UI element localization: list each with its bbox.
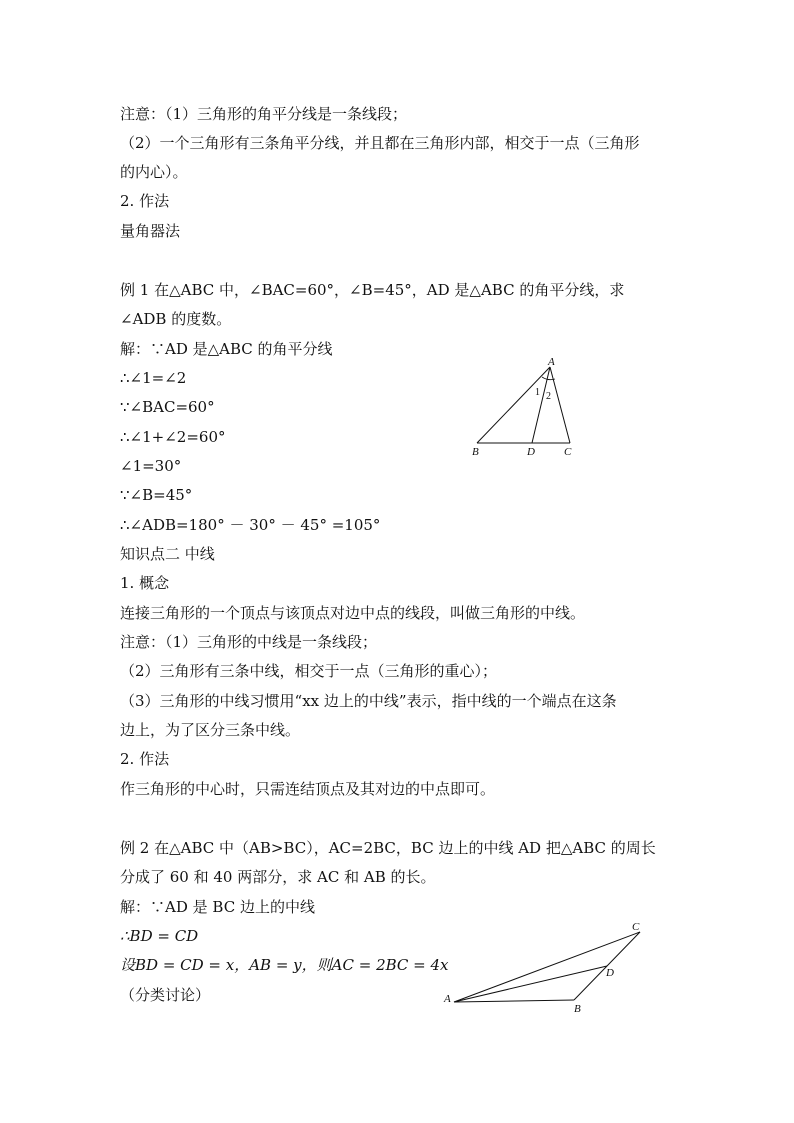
note-bisector-1: 注意：（1）三角形的角平分线是一条线段； bbox=[120, 105, 408, 123]
label-a: A bbox=[444, 993, 451, 1005]
example1-step-6: ∵∠B=45° bbox=[120, 486, 193, 504]
median-ad bbox=[454, 966, 607, 1002]
side-ab bbox=[477, 367, 550, 443]
example2-solution-line2: ∴BD = CD bbox=[120, 927, 199, 945]
example1-step-4: ∴∠1+∠2=60° bbox=[120, 428, 226, 446]
note-bisector-2: （2）一个三角形有三条角平分线，并且都在三角形内部，相交于一点（三角形 bbox=[120, 134, 640, 152]
example2-problem-line1: 例 2 在△ABC 中（AB>BC），AC=2BC，BC 边上的中线 AD 把△ABC 的周长 bbox=[120, 839, 656, 857]
example2-triangle-figure bbox=[440, 918, 650, 1014]
example1-step-7: ∴∠ADB=180° － 30° － 45° =105° bbox=[120, 516, 381, 534]
side-ab bbox=[454, 1000, 574, 1002]
example2-solution-line3: 设BD = CD = x，AB = y，则AC = 2BC = 4x bbox=[120, 956, 449, 974]
label-d: D bbox=[527, 446, 535, 458]
example2-solution-line4: （分类讨论） bbox=[120, 986, 211, 1004]
label-c: C bbox=[564, 446, 572, 458]
label-angle-1: 1 bbox=[535, 387, 540, 398]
example1-problem-line1: 例 1 在△ABC 中，∠BAC=60°，∠B=45°，AD 是△ABC 的角平分线，求 bbox=[120, 281, 625, 299]
section2-note-3a: （3）三角形的中线习惯用“xx 边上的中线”表示，指中线的一个端点在这条 bbox=[120, 692, 617, 710]
example1-step-2: ∴∠1=∠2 bbox=[120, 369, 187, 387]
example1-step-3: ∵∠BAC=60° bbox=[120, 398, 215, 416]
section2-method-heading: 2. 作法 bbox=[120, 750, 170, 768]
label-a: A bbox=[548, 356, 555, 368]
example1-step-5: ∠1=30° bbox=[120, 457, 182, 475]
section2-note-1: 注意：（1）三角形的中线是一条线段； bbox=[120, 633, 378, 651]
example2-problem-line2: 分成了 60 和 40 两部分，求 AC 和 AB 的长。 bbox=[120, 868, 436, 886]
section2-definition: 连接三角形的一个顶点与该顶点对边中点的线段，叫做三角形的中线。 bbox=[120, 604, 586, 622]
section2-concept-heading: 1. 概念 bbox=[120, 574, 170, 592]
section2-method: 作三角形的中心时，只需连结顶点及其对边的中点即可。 bbox=[120, 780, 496, 798]
section2-heading: 知识点二 中线 bbox=[120, 545, 215, 563]
label-c: C bbox=[632, 921, 640, 933]
label-b: B bbox=[472, 446, 479, 458]
label-b: B bbox=[574, 1003, 581, 1014]
section2-note-2: （2）三角形有三条中线，相交于一点（三角形的重心）； bbox=[120, 662, 498, 680]
bisector-ad bbox=[532, 367, 550, 443]
example1-problem-line2: ∠ADB 的度数。 bbox=[120, 310, 232, 328]
label-d: D bbox=[606, 967, 614, 979]
note-bisector-3: 的内心）。 bbox=[120, 163, 188, 181]
label-angle-2: 2 bbox=[546, 391, 551, 402]
side-ac bbox=[550, 367, 570, 443]
example1-step-1: 解：∵AD 是△ABC 的角平分线 bbox=[120, 340, 333, 358]
section2-note-3b: 边上，为了区分三条中线。 bbox=[120, 721, 301, 739]
method-heading-1: 2. 作法 bbox=[120, 192, 170, 210]
method-protractor: 量角器法 bbox=[120, 222, 181, 240]
example1-triangle-figure bbox=[460, 355, 590, 465]
example2-solution-line1: 解：∵AD 是 BC 边上的中线 bbox=[120, 898, 315, 916]
